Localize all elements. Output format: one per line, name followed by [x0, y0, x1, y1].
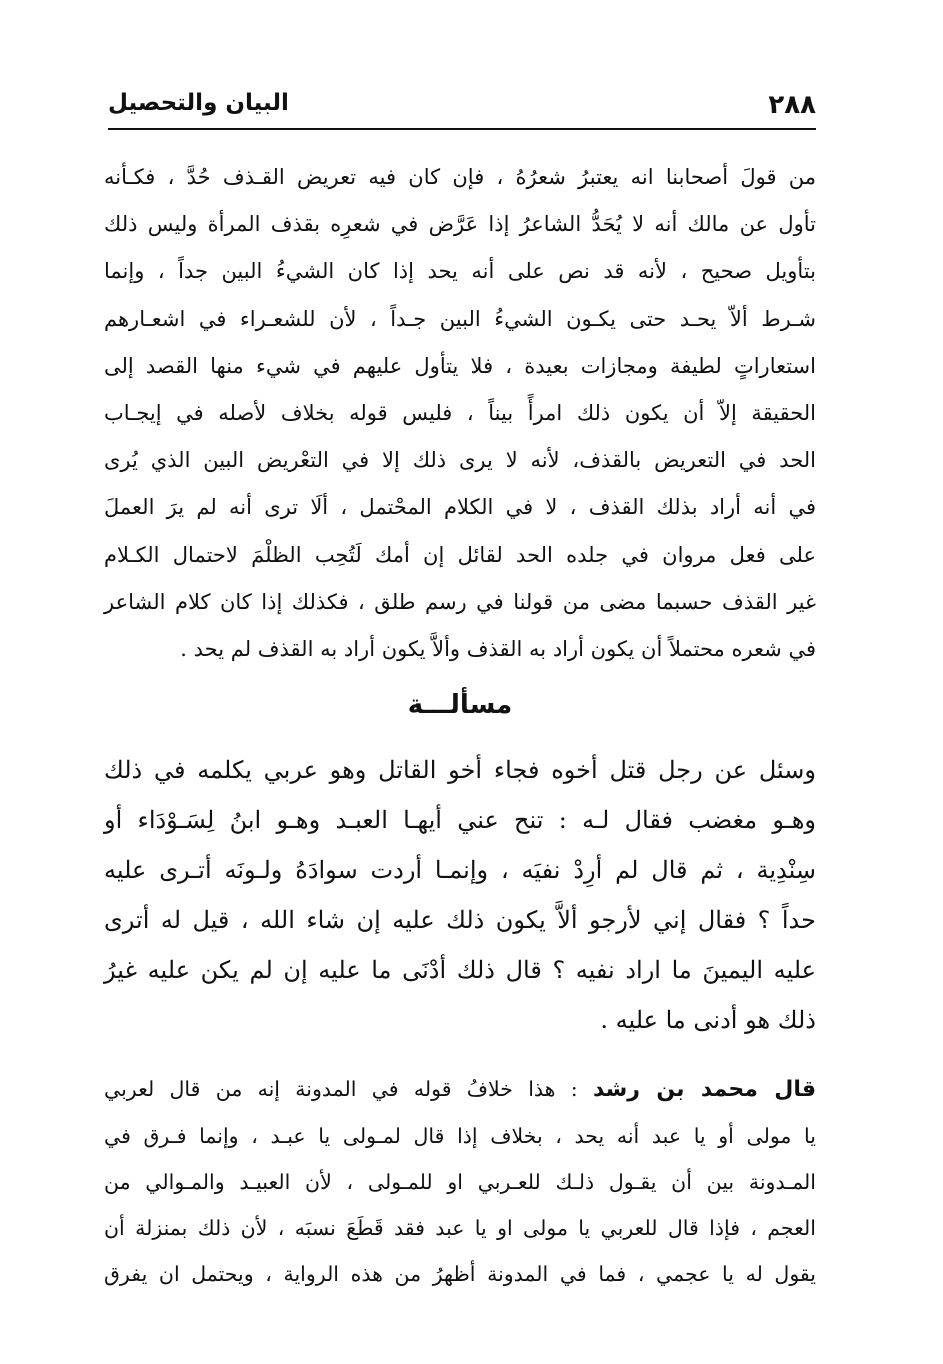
paragraph-opening — [104, 154, 816, 673]
text-line: يقول له يا عجمي ، فما في المدونة أظهرُ من هذه الرواية ، ويحتمل ان يفرق — [104, 1262, 816, 1286]
text-line: غير القذف حسبما مضى من قولنا في رسم طلق ، فكذلك إذا كان كلام الشاعر — [104, 589, 816, 614]
commentary-paragraph — [104, 1066, 816, 1297]
text-line: المـدونة بين أن يقـول ذلـك للعـربي او للمـولى ، لأن العبيـد والمـوالي من — [104, 1170, 816, 1194]
page-number: ٢٨٨ — [768, 90, 816, 120]
text-line: الحقيقة إلاّ أن يكون ذلك امرأً بيناً ، فليس قوله بخلاف لأصله في إيجـاب — [104, 401, 816, 426]
text-line: وهـو مغضب فقال لـه : تنح عني أيهـا العبـد وهـو ابنُ لِسَـوْدَاء أو — [104, 806, 816, 834]
question-paragraph — [104, 745, 816, 1045]
text-line: استعاراتٍ لطيفة ومجازات بعيدة ، فلا يتأول عليهم في شيء منها القصد إلى — [104, 353, 816, 378]
section-heading: مسألـــة — [407, 690, 513, 720]
page-header — [108, 88, 816, 130]
text-line: العجم ، فإذا قال للعربي يا مولى او يا عبد فقد قَطَعَ نسبَه ، لأن ذلك بمنزلة أن — [104, 1216, 816, 1240]
text-line: يا مولى أو يا عبد أنه يحد ، بخلاف إذا قال لمـولى يا عبـد ، وإنما فـرق في — [104, 1124, 816, 1148]
text-line: تأول عن مالك أنه لا يُحَدُّ الشاعرُ إذا عَرَّض في شعرِه بقذف المرأة وليس ذلك — [104, 212, 816, 237]
text-line: حداً ؟ فقال إني لأرجو ألاَّ يكون ذلك عليه إن شاء الله ، قيل له أترى — [104, 906, 816, 934]
text-line: ذلك هو أدنى ما عليه . — [600, 1006, 816, 1034]
running-title: البيان والتحصيل — [108, 90, 289, 116]
commentator-name: قال محمد بن رشد — [592, 1077, 816, 1102]
text-line: على فعل مروان في جلده الحد لقائل إن أمك لَتُحِب الظلْمَ لاحتمال الكـلام — [104, 542, 816, 567]
text-line: شـرط ألاّ يحـد حتى يكـون الشيءُ البين جـداً ، لأن للشعـراء في اشعـارهم — [104, 306, 816, 331]
text-line: في شعره محتملاً أن يكون أراد به القذف وألاَّ يكون أراد به القذف لم يحد . — [180, 637, 816, 662]
text-line: بتأويل صحيح ، لأنه قد نص على أنه يحد إذا كان الشيءُ البين جداً ، وإنما — [104, 259, 816, 284]
text-line: سِنْدِية ، ثم قال لم أرِدْ نفيَه ، وإنمـا أردت سوادَهُ ولـونَه أتـرى عليه — [104, 856, 816, 884]
text-line: عليه اليمينَ ما اراد نفيه ؟ قال ذلك أدْنَى ما عليه إن لم يكن عليه غيرُ — [104, 956, 816, 984]
text-line: الحد في التعريض بالقذف، لأنه لا يرى ذلك إلا في التعْريض البين الذي يُرى — [104, 448, 816, 473]
text-line — [104, 1066, 816, 1113]
text-line: وسئل عن رجل قتل أخوه فجاء أخو القاتل وهو عربي يكلمه في ذلك — [104, 756, 816, 784]
text-line: من قولَ أصحابنا انه يعتبرُ شعرُهُ ، فإن كان فيه تعريض القـذف حُدَّ ، فكـأنه — [104, 165, 816, 189]
commentary-first-line: : هذا خلافُ قوله في المدونة إنه من قال لعربي — [104, 1077, 593, 1101]
text-line: في أنه أراد بذلك القذف ، لا في الكلام المحْتمل ، ألَا ترى أنه لم يرَ العملَ — [104, 495, 816, 520]
